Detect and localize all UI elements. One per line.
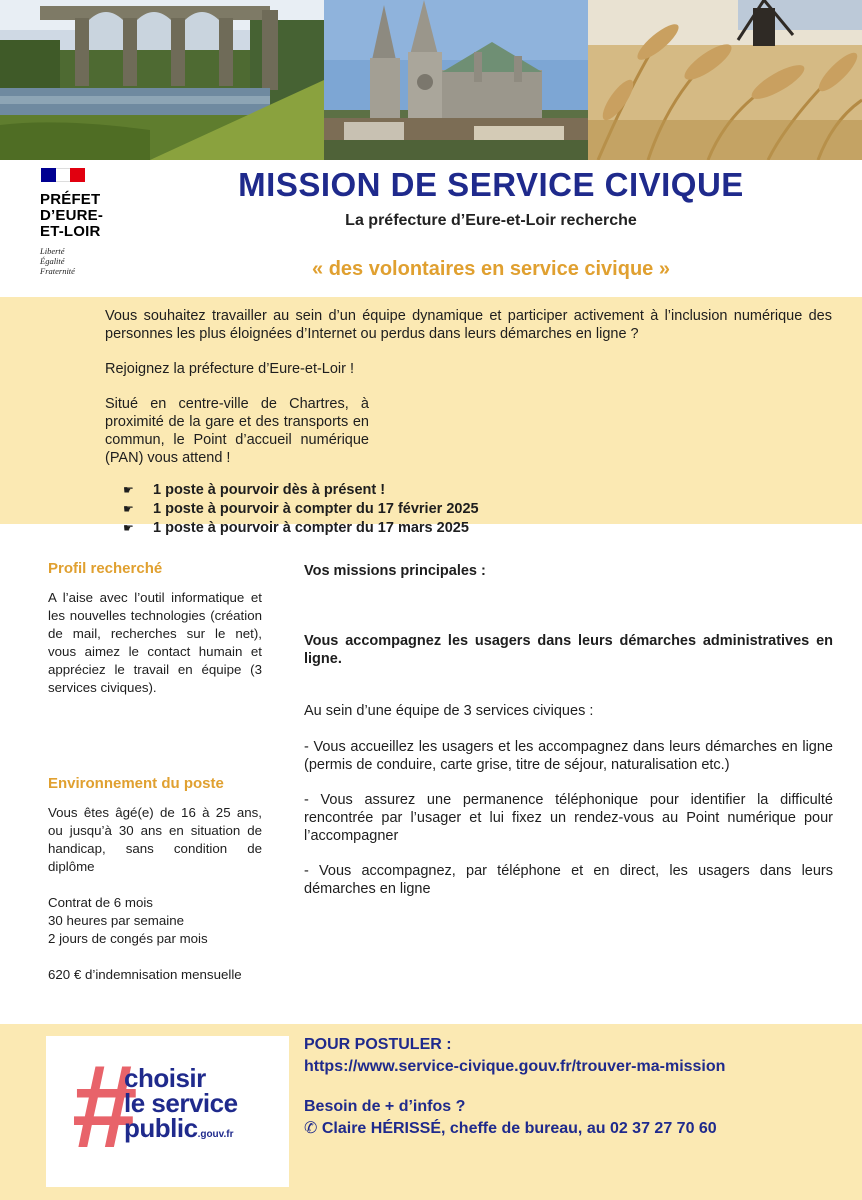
tagline-quote: « des volontaires en service civique » xyxy=(312,258,670,280)
marianne-flag-icon xyxy=(41,168,85,182)
page-subtitle: La préfecture d’Eure-et-Loir recherche xyxy=(345,212,637,229)
pointing-hand-icon: ☛ xyxy=(123,483,134,497)
environnement-text: Vous êtes âgé(e) de 16 à 25 ans, ou jusqu’à 30 ans en situation de handicap, sans condition de diplôme xyxy=(48,805,262,874)
pointing-hand-icon: ☛ xyxy=(123,521,134,535)
list-item: ☛ 1 poste à pourvoir dès à présent ! xyxy=(123,482,386,498)
photo-banner xyxy=(0,0,862,160)
aqueduct-photo xyxy=(0,0,324,160)
header xyxy=(0,160,862,297)
logo-wordmark: choisir le service public.gouv.fr xyxy=(124,1063,238,1143)
prefet-logo xyxy=(40,168,120,276)
prefet-title: PRÉFET D’EURE- ET-LOIR xyxy=(40,191,104,240)
footer xyxy=(0,1024,862,1200)
indemnite-text: 620 € d’indemnisation mensuelle xyxy=(48,967,242,982)
environnement-heading: Environnement du poste xyxy=(48,775,224,792)
environnement-block xyxy=(48,775,262,984)
contact-line: ✆ Claire HÉRISSÉ, cheffe de bureau, au 02 37 27 70 60 xyxy=(304,1120,717,1137)
wheat-photo xyxy=(588,0,862,160)
cathedral-photo xyxy=(324,0,588,160)
apply-label: POUR POSTULER : xyxy=(304,1036,452,1053)
info-label: Besoin de + d’infos ? xyxy=(304,1098,466,1115)
mission-item: - Vous assurez une permanence téléphonique pour identifier la difficulté rencontrée par l’usager et lui fixez un rendez-vous au Point numérique pour l’accompagner xyxy=(304,792,833,844)
choisir-le-service-public-logo xyxy=(46,1036,289,1187)
mission-item: - Vous accueillez les usagers et les accompagnez dans leurs démarches en ligne (permis de conduire, carte grise, titre de séjour, naturalisation etc.) xyxy=(304,739,833,773)
contract-detail: 30 heures par semaine xyxy=(48,913,185,928)
intro-paragraph: Vous souhaitez travailler au sein d’un équipe dynamique et participer activement à l’inclusion numérique des personnes les plus éloignées d’Internet ou perdus dans leurs démarches en ligne ? xyxy=(105,308,832,342)
mission-item: - Vous accompagnez, par téléphone et en direct, les usagers dans leurs démarches en ligne xyxy=(304,863,833,897)
missions-intro: Au sein d’une équipe de 3 services civiques : xyxy=(304,703,594,719)
intro-paragraph: Rejoignez la préfecture d’Eure-et-Loir ! xyxy=(105,361,355,377)
devise: Liberté Égalité Fraternité xyxy=(40,246,75,276)
list-item: ☛ 1 poste à pourvoir à compter du 17 mars 2025 xyxy=(123,520,469,536)
contract-detail: 2 jours de congés par mois xyxy=(48,931,208,946)
hashtag-icon: # xyxy=(72,1041,138,1173)
contract-detail: Contrat de 6 mois xyxy=(48,895,153,910)
profil-text: A l’aise avec l’outil informatique et les nouvelles technologies (création de mail, recherches sur le net), vous aimez le contact humain et appréciez le travail en équipe (3 services civiques). xyxy=(48,590,262,695)
intro-section xyxy=(0,297,862,536)
pointing-hand-icon: ☛ xyxy=(123,502,134,516)
missions-heading: Vos missions principales : xyxy=(304,563,486,579)
left-column xyxy=(48,560,262,982)
profil-heading: Profil recherché xyxy=(48,560,163,577)
apply-block xyxy=(304,1034,844,1140)
list-item: ☛ 1 poste à pourvoir à compter du 17 février 2025 xyxy=(123,501,479,517)
intro-paragraph: Situé en centre-ville de Chartres, à proximité de la gare et des transports en commun, le Point d’accueil numérique (PAN) vous attend ! xyxy=(105,396,369,466)
missions-lead: Vous accompagnez les usagers dans leurs démarches administratives en ligne. xyxy=(304,633,833,667)
page-title: MISSION DE SERVICE CIVIQUE xyxy=(238,166,744,203)
apply-link[interactable]: https://www.service-civique.gouv.fr/trouver-ma-mission xyxy=(304,1058,726,1075)
positions-list xyxy=(105,481,832,538)
right-column xyxy=(304,562,833,898)
